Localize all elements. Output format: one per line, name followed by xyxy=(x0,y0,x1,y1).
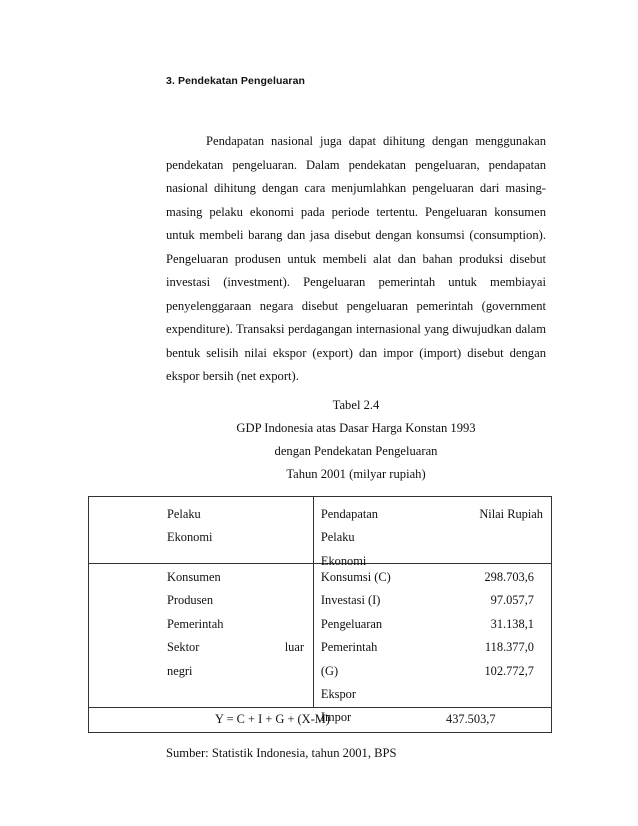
header-pelaku-line: Ekonomi xyxy=(167,530,213,545)
table-source-note: Sumber: Statistik Indonesia, tahun 2001, BPS xyxy=(166,746,397,760)
paragraph-line: expenditure). Transaksi perdagangan internasional yang diwujudkan dalam xyxy=(166,322,546,336)
pelaku-item: Pemerintah xyxy=(167,616,224,631)
paragraph-line: investasi (investment). Pengeluaran pemerintah untuk membiayai xyxy=(166,275,546,289)
pelaku-sektor-word: Sektor xyxy=(167,640,200,655)
pelaku-item: Produsen xyxy=(167,593,214,608)
paragraph-line: pendekatan pengeluaran. Dalam pendekatan pengeluaran, pendapatan xyxy=(166,157,546,172)
pendapatan-item: Ekspor xyxy=(320,686,356,701)
paragraph-line: untuk membeli barang dan jasa disebut dengan konsumsi (consumption). xyxy=(166,228,546,242)
nilai-value: 97.057,7 xyxy=(490,593,534,608)
paragraph-line: masing pelaku ekonomi pada periode tertentu. Pengeluaran konsumen xyxy=(166,204,546,219)
pelaku-item: Konsumen xyxy=(167,570,221,584)
nilai-value: 102.772,7 xyxy=(484,663,534,678)
paragraph-line: Pendapatan nasional juga dapat dihitung dengan menggunakan xyxy=(206,134,546,148)
paragraph-line: nasional dihitung dengan cara menjumlahkan pengeluaran dari masing- xyxy=(166,181,546,195)
table-caption-label: Tabel 2.4 xyxy=(332,398,380,412)
body-paragraph xyxy=(166,130,546,389)
nilai-value: 298.703,6 xyxy=(484,570,534,584)
pendapatan-item: Impor xyxy=(320,710,352,725)
paragraph-line: bentuk selisih nilai ekspor (export) dan impor (import) disebut dengan xyxy=(166,345,546,360)
paragraph-line: Pengeluaran produsen untuk membeli alat dan bahan produksi disebut xyxy=(166,251,546,266)
nilai-value: 31.138,1 xyxy=(490,616,534,631)
table-caption-subtitle: dengan Pendekatan Pengeluaran xyxy=(274,444,438,458)
cell-pelaku-ekonomi xyxy=(89,564,314,708)
pendapatan-item: (G) xyxy=(320,663,339,678)
header-pendapatan-line: Pelaku xyxy=(320,530,355,545)
nilai-value: 118.377,0 xyxy=(484,640,534,655)
pelaku-item: negri xyxy=(167,663,193,678)
header-cell-pelaku xyxy=(89,497,314,564)
pendapatan-item: Pemerintah xyxy=(320,640,378,655)
table-caption-year: Tahun 2001 (milyar rupiah) xyxy=(286,467,426,481)
pendapatan-item: Investasi (I) xyxy=(320,593,381,608)
paragraph-line: penyelenggaraan negara disebut pengeluaran pemerintah (government xyxy=(166,298,546,313)
section-heading: 3. Pendekatan Pengeluaran xyxy=(166,75,306,87)
header-pendapatan-line: Pendapatan xyxy=(320,507,379,521)
pelaku-item xyxy=(167,636,304,659)
pendapatan-item: Pengeluaran xyxy=(320,616,383,631)
paragraph-line: ekspor bersih (net export). xyxy=(166,369,299,383)
gdp-table xyxy=(88,496,552,733)
total-formula: Y = C + I + G + (X-M) xyxy=(215,712,330,726)
table-header-row xyxy=(89,497,552,564)
pelaku-luar-word: luar xyxy=(284,640,304,655)
header-pelaku-line: Pelaku xyxy=(167,507,201,521)
table-total-row xyxy=(89,708,552,733)
header-cell-right xyxy=(313,497,551,568)
header-pendapatan-line: Ekonomi xyxy=(320,553,367,568)
header-nilai-rupiah: Nilai Rupiah xyxy=(479,507,543,521)
total-value: 437.503,7 xyxy=(446,712,496,726)
table-caption-title: GDP Indonesia atas Dasar Harga Konstan 1993 xyxy=(236,421,476,435)
table-data-row xyxy=(89,564,552,708)
cell-total xyxy=(89,708,552,733)
pendapatan-item: Konsumsi (C) xyxy=(320,570,391,584)
